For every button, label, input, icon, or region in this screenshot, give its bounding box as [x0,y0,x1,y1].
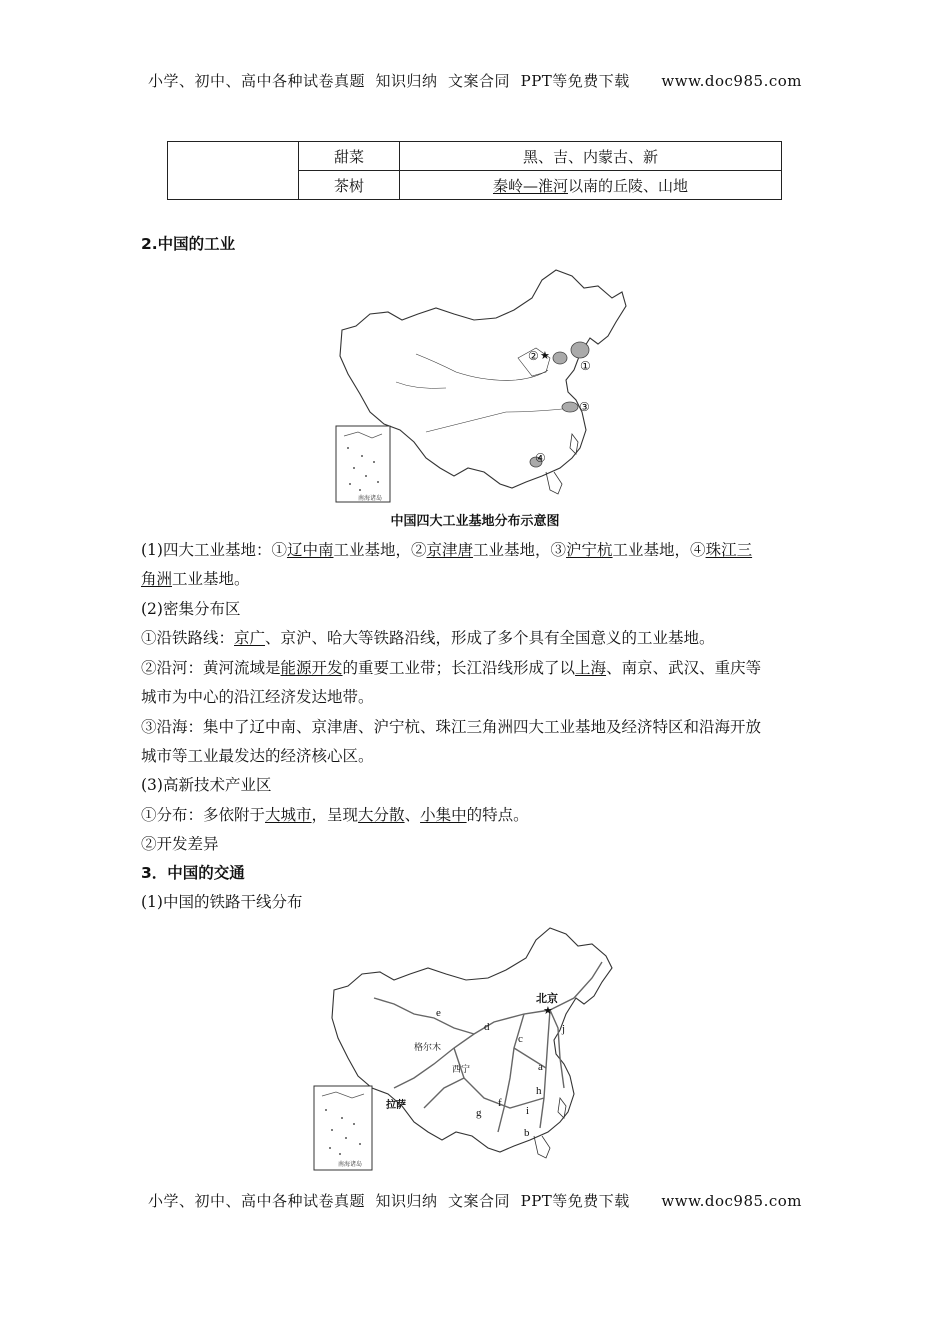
railway-letter-d: d [484,1021,490,1033]
table-row [168,142,782,171]
railway-trunk-map [314,918,614,1174]
coast-line-2: 城市等工业最发达的经济核心区。 [141,747,374,765]
railway-letter-a: a [538,1061,543,1073]
city-label-golmud: 格尔木 [414,1043,442,1053]
base-marker-1: ① [580,359,591,373]
industry-base-map [336,262,636,512]
crop-region [400,171,782,200]
railway-letter-j: j [562,1023,566,1035]
crop-name: 茶树 [299,171,400,200]
south-china-sea-inset [314,1086,372,1170]
beijing-star-icon: ★ [543,1004,553,1017]
river-line-2: 城市为中心的沿江经济发达地带。 [141,688,374,706]
river-line-1: ②沿河：黄河流域是能源开发的重要工业带；长江沿线形成了以上海、南京、武汉、重庆等 [141,659,762,677]
region-text: 以南的丘陵、山地 [568,176,689,195]
base-marker-2: ② [528,349,539,363]
base-area-jingjintang [553,352,567,364]
page-header: 小学、初中、高中各种试卷真题 知识归纳 文案合同 PPT等免费下载 www.doc985.com [147,72,802,90]
page-footer: 小学、初中、高中各种试卷真题 知识归纳 文案合同 PPT等免费下载 www.doc985.com [147,1192,802,1210]
railway-letter-g: g [476,1107,482,1119]
railway-lines [374,962,602,1132]
crop-distribution-table [167,141,782,200]
base-marker-4: ④ [535,451,546,465]
table-cell-empty [168,142,299,200]
railway-letter-h: h [536,1085,542,1097]
hitech-title: (3)高新技术产业区 [141,776,272,794]
dense-title: (2)密集分布区 [141,600,241,618]
south-china-sea-inset [336,426,390,502]
inset-label: 南海诸岛 [358,495,383,502]
base-area-liaozhongnan [571,342,589,358]
railway-letter-c: c [518,1033,523,1045]
bases-line-2: 角洲工业基地。 [141,570,250,588]
base-marker-3: ③ [579,400,590,414]
base-area-huningheng [562,402,578,412]
city-label-xining: 西宁 [452,1065,471,1075]
railway-letter-b: b [524,1127,530,1139]
distribution-line: ①分布：多依附于大城市，呈现大分散、小集中的特点。 [141,806,529,824]
section-heading-industry: 2.中国的工业 [141,235,236,253]
rail-line: ①沿铁路线：京广、京沪、哈大等铁路沿线，形成了多个具有全国意义的工业基地。 [141,629,715,647]
crop-name: 甜菜 [299,142,400,171]
inset-label: 南海诸岛 [338,1161,363,1168]
section-heading-transport: 3．中国的交通 [141,864,245,882]
railway-letter-f: f [498,1097,502,1109]
coast-line-1: ③沿海：集中了辽中南、京津唐、沪宁杭、珠江三角洲四大工业基地及经济特区和沿海开放 [141,718,762,736]
region-underlined: 秦岭—淮河 [492,176,568,195]
railway-letter-i: i [526,1105,530,1117]
city-label-beijing: 北京 [536,992,558,1005]
development-difference: ②开发差异 [141,835,219,853]
crop-region: 黑、吉、内蒙古、新 [400,142,782,171]
bases-line-1: (1)四大工业基地：①辽中南工业基地，②京津唐工业基地，③沪宁杭工业基地，④珠江三 [141,541,753,559]
industry-map-caption: 中国四大工业基地分布示意图 [390,514,560,529]
railway-subtitle: (1)中国的铁路干线分布 [141,893,303,911]
china-outline [332,928,612,1158]
city-label-lhasa: 拉萨 [386,1100,406,1111]
railway-letter-e: e [436,1007,441,1019]
capital-star-icon: ★ [540,349,550,362]
